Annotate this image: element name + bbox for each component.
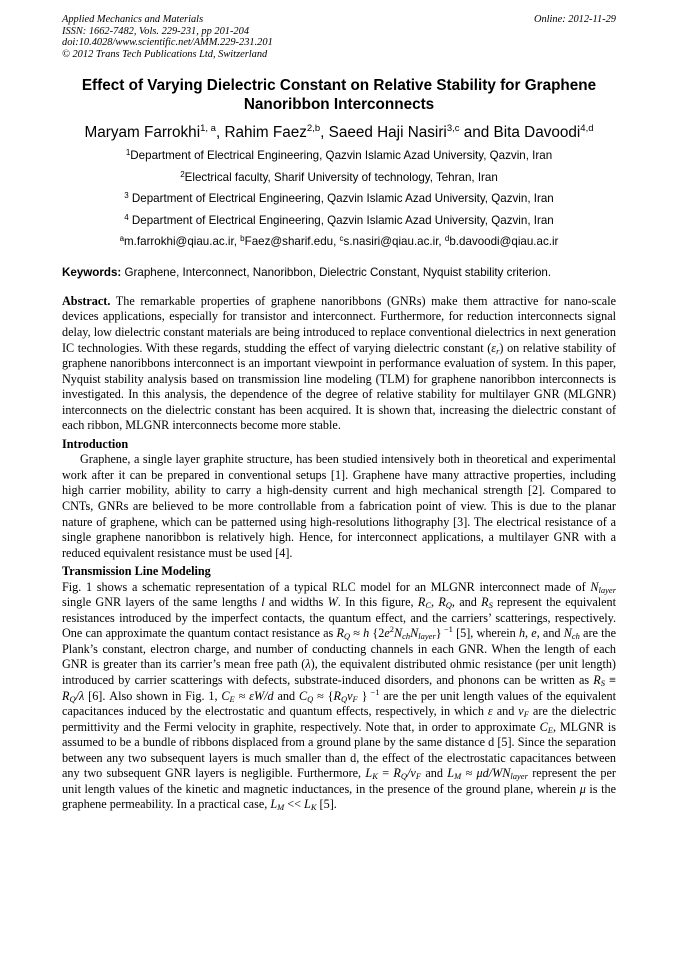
text-run: L (304, 797, 311, 812)
text-run: Q (307, 693, 314, 704)
text-run: h, e (518, 626, 537, 641)
text-run: L (447, 766, 455, 781)
text-run: , and (451, 595, 482, 610)
tlm-paragraph (62, 580, 616, 813)
online-date: Online: 2012-11-29 (533, 14, 616, 25)
affiliation-list (62, 145, 616, 253)
text-run: , (430, 595, 439, 610)
affiliation (62, 210, 616, 232)
affil-mark: 1 (125, 148, 131, 158)
text-run: M (454, 771, 462, 782)
text-run: h (363, 626, 370, 641)
text-run: ch (402, 631, 411, 642)
text-run: , MLGNR is assumed to be a bundle of ribbons displaced from a ground plane by the same distance d [5]. Since the separation between any two subsequent layers is much smaller than d, the effect of the electrostatic capacitances between any two subsequent GNR layers is negligible. Furthermore, (62, 719, 616, 781)
text-run: F (415, 771, 422, 782)
text-run: ch (571, 631, 580, 642)
text-run: layer (418, 631, 436, 642)
text-run: and (421, 766, 448, 781)
text-run: [5], wherein (452, 626, 519, 641)
issn: ISSN: 1662-7482, Vols. 229-231, pp 201-204 (62, 25, 250, 37)
text-run: layer (510, 771, 528, 782)
text-run: Q (400, 771, 408, 782)
author-name: Rahim Faez (224, 124, 307, 142)
text-run: l (261, 595, 265, 610)
affiliation (62, 188, 616, 210)
text-run: ), the equivalent distributed ohmic resistance (per unit length) introduced by carrier scatterings with defects, substrate-induced disorders, and phonons can be written as (62, 657, 616, 687)
text-run: R (336, 626, 344, 641)
text-run: = (377, 766, 394, 781)
affiliation (62, 145, 616, 167)
text-run: μ (579, 781, 586, 796)
symbol: r (496, 345, 500, 356)
keywords (62, 265, 616, 280)
author-list: Maryam Farrokhi$^{1, a}$, Rahim Faez$^{2,b}$, Saeed Haji Nasiri$^{3,c}$ and Bita Davoodi$^{4,d}$ (84, 123, 594, 142)
text-run: Q (445, 600, 452, 611)
keywords-text: Graphene, Interconnect, Nanoribbon, Dielectric Constant, Nyquist stability criterion. (121, 265, 552, 279)
section-heading-tlm: Transmission Line Modeling (62, 564, 211, 579)
author-affil-mark: 4,d (580, 123, 594, 135)
math-script (510, 771, 527, 781)
text-run: C (539, 719, 548, 734)
text-run: e (384, 626, 390, 641)
email-mark: d (444, 234, 450, 244)
email-mark: c (339, 234, 344, 244)
text-run: R (333, 688, 341, 703)
text-run: C (425, 600, 431, 611)
math-script: −1 (441, 624, 453, 635)
text-run: N (393, 626, 403, 641)
text-run: F (352, 693, 358, 704)
text-run: Q (340, 693, 348, 704)
email-address: m.farrokhi@qiau.ac.ir, (124, 235, 241, 249)
text-run: represent the per unit length values of the kinetic and magnetic inductances, in the presence of the ground plane, wherein (62, 766, 616, 796)
text-run: v (410, 766, 416, 781)
text-run: layer (598, 584, 616, 595)
text-run: /λ (75, 688, 85, 703)
text-run: Q (343, 631, 351, 642)
introduction-paragraph: Graphene, a single layer graphite structure, has been studied intensively both in theoretical and experimental work after it can be prepared in conventional setups [1]. Graphene have many attractive properties, including high carrier mobility, ability to carry a high-density current and high mechanical strength [2]. Compared to CNTs, GNRs are believed to be more controllable from a fabrication point of view. This is due to the planar nature of graphene, which can be patterned using high-resolutions lithography [3]. The electrical resistance of a single graphene nanoribbon is relatively high. Hence, for interconnect applications, a multilayer GNR with a reduced equivalent resistance must be used [4]. (62, 452, 616, 560)
text-run: ≈ (350, 626, 364, 641)
math-script (572, 631, 580, 641)
affil-mark: 2 (180, 169, 185, 179)
text-run: . In this figure, (337, 595, 418, 610)
text-run: [6]. Also shown in Fig. 1, (84, 688, 222, 703)
doi: doi:10.4028/www.scientific.net/AMM.229-231.201 (62, 37, 273, 49)
text-run: R (62, 688, 70, 703)
abstract-label: Abstract. (62, 293, 111, 308)
affil-mark: 4 (124, 212, 129, 222)
text-run: K (372, 771, 378, 782)
math-script (599, 585, 616, 595)
text-run: ≈ μd/WN (461, 766, 511, 781)
text-run: L (270, 797, 278, 812)
abstract-text: The remarkable properties of graphene nanoribbons (GNRs) make them attractive for nano-scale devices applications, especially for transistor and interconnect. Furthermore, for reduction interconnects signal delay, low dielectric constant materials are being introduced to replace conventional dielectrics in next generation IC technologies. With these regards, studding the effect of varying dielectric constant ( (62, 293, 616, 355)
text-run: N (563, 626, 572, 641)
text-run: C (298, 688, 308, 703)
text-run: and (273, 688, 299, 703)
affil-text: Electrical faculty, Sharif University of technology, Tehran, Iran (184, 170, 498, 184)
email-mark: b (240, 234, 245, 244)
author-affil-mark: 3,c (446, 123, 460, 135)
affil-text: Department of Electrical Engineering, Qazvin Islamic Azad University, Qazvin, Iran (128, 192, 554, 206)
author-affil-mark: 2,b (306, 123, 321, 135)
text-run: W (327, 595, 338, 610)
text-run: F (523, 709, 529, 720)
text-run: R (481, 595, 489, 610)
text-run: C (221, 688, 230, 703)
text-run: ≈ { (313, 688, 334, 703)
text-run: / (407, 766, 411, 781)
text-run: v (518, 704, 524, 719)
abstract-text: ) on relative stability of graphene nanoribbons interconnect is an important viewpoint in performance evaluation of system. In this paper, Nyquist stability analysis based on transmission line modeling (TLM) for graphene nanoribbon interconnects is investigated. In this analysis, the dependence of the degree of relative stability for multilayer GNR (MLGNR) interconnects on the dielectric constant has been acquired. It is shown that, increasing the dielectric constant of each ribbon, MLGNR interconnects become more stable. (62, 340, 616, 433)
text-run: M (277, 802, 285, 813)
email-address: s.nasiri@qiau.ac.ir, (343, 235, 445, 249)
text-run: R (393, 766, 401, 781)
text-run: N (590, 579, 599, 594)
text-run: << (284, 797, 305, 812)
abstract (62, 294, 616, 434)
journal-header (62, 14, 616, 60)
text-run: S (600, 678, 605, 688)
email-address: b.davoodi@qiau.ac.ir (449, 235, 559, 249)
text-run: [5]. (316, 797, 337, 812)
copyright: © 2012 Trans Tech Publications Ltd, Switzerland (62, 48, 268, 60)
text-run: Q (69, 693, 76, 704)
email-mark: a (119, 234, 125, 244)
journal-name: Applied Mechanics and Materials (62, 14, 204, 25)
text-run: S (488, 600, 493, 611)
text-run: are the per unit length values of the equivalent capacitances induced by the electrostatic and quantum effects, respectively, in which (62, 688, 616, 719)
keywords-label: Keywords: (62, 265, 122, 279)
text-run: single GNR layers of the same lengths (62, 595, 262, 610)
text-run: , and (536, 626, 564, 641)
text-run: λ (305, 657, 311, 672)
author-name: Maryam Farrokhi (84, 124, 201, 142)
text-run: E (547, 724, 553, 735)
text-run: ε (487, 704, 493, 719)
text-run: R (438, 595, 446, 610)
text-run: and widths (264, 595, 328, 610)
author-name: Bita Davoodi (493, 124, 581, 142)
math-script (402, 631, 410, 641)
text-run: N (410, 626, 419, 641)
text-run: } (357, 688, 368, 703)
text-run: R (417, 595, 426, 610)
math-script (418, 631, 435, 641)
text-run: and (492, 704, 519, 719)
text-run: K (310, 802, 317, 813)
text-run: ≈ εW/d (234, 688, 274, 703)
text-run: Fig. 1 shows a schematic representation of a typical RLC model for an MLGNR interconnect made of (62, 579, 591, 594)
math-script: −1 (367, 686, 380, 697)
text-run: are the Plank’s constant, electron charge, and number of conducting channels in each GNR. When the length of each GNR is greater than its carrier’s mean free path ( (62, 626, 616, 672)
affil-text: Department of Electrical Engineering, Qazvin Islamic Azad University, Qazvin, Iran (130, 149, 553, 163)
text-run: } (435, 626, 442, 641)
symbol: ε (491, 340, 497, 355)
affil-mark: 3 (124, 191, 129, 201)
text-run: is the graphene permeability. In a practical case, (62, 781, 616, 812)
text-run: E (229, 693, 235, 704)
email-list (62, 231, 616, 253)
text-run: L (365, 766, 373, 781)
text-run: are the dielectric permittivity and the Fermi velocity in graphite, respectively. Note that, in order to approximate (62, 704, 616, 734)
section-heading-introduction: Introduction (62, 436, 129, 451)
author-name: Saeed Haji Nasiri (328, 124, 447, 142)
affil-text: Department of Electrical Engineering, Qazvin Islamic Azad University, Qazvin, Iran (128, 213, 554, 227)
affiliation (62, 167, 616, 189)
text-run: represent the equivalent resistances introduced by the imperfect contacts, the quantum effect, and the carriers’ scatterings, respectively. One can approximate the quantum contact resistance as (62, 595, 617, 641)
math-script: 2 (389, 624, 394, 635)
text-run: R (593, 673, 601, 687)
email-address: Faez@sharif.edu, (244, 235, 340, 249)
text-run: ≡ (604, 673, 616, 687)
text-run: v (347, 688, 353, 703)
paper-title: Effect of Varying Dielectric Constant on Relative Stability for Graphene Nanoribbon Interconnects (81, 77, 597, 114)
author-affil-mark: 1, a (200, 123, 216, 135)
text-run: {2 (369, 626, 385, 641)
